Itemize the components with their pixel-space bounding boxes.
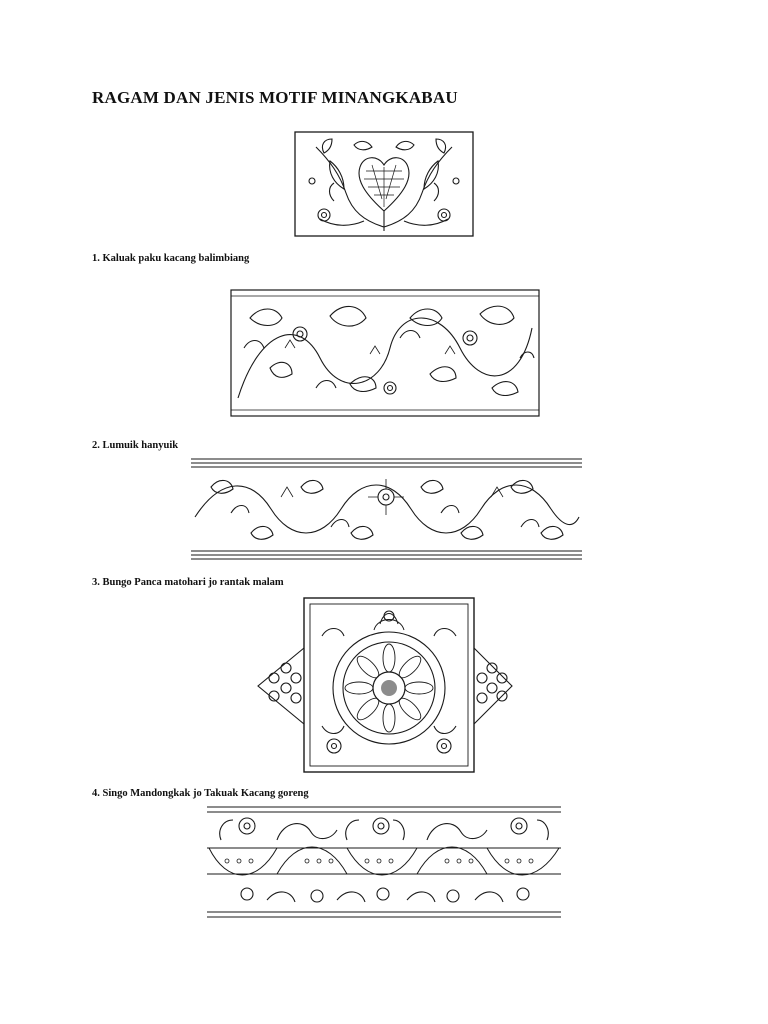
motif-caption-1: 1. Kaluak paku kacang balimbiang — [92, 253, 250, 264]
motif-caption-4: 4. Singo Mandongkak jo Takuak Kacang goreng — [92, 788, 309, 799]
fern-scroll-band-icon — [230, 288, 540, 418]
flowing-vine-band-icon — [191, 457, 582, 561]
heart-vine-motif-icon — [294, 131, 474, 237]
page-title: RAGAM DAN JENIS MOTIF MINANGKABAU — [92, 88, 458, 107]
motif-caption-3: 3. Bungo Panca matohari jo rantak malam — [92, 577, 284, 588]
lion-scroll-band-icon — [207, 804, 561, 920]
sunflower-square-motif-icon — [256, 596, 514, 774]
motif-caption-2: 2. Lumuik hanyuik — [92, 440, 179, 451]
